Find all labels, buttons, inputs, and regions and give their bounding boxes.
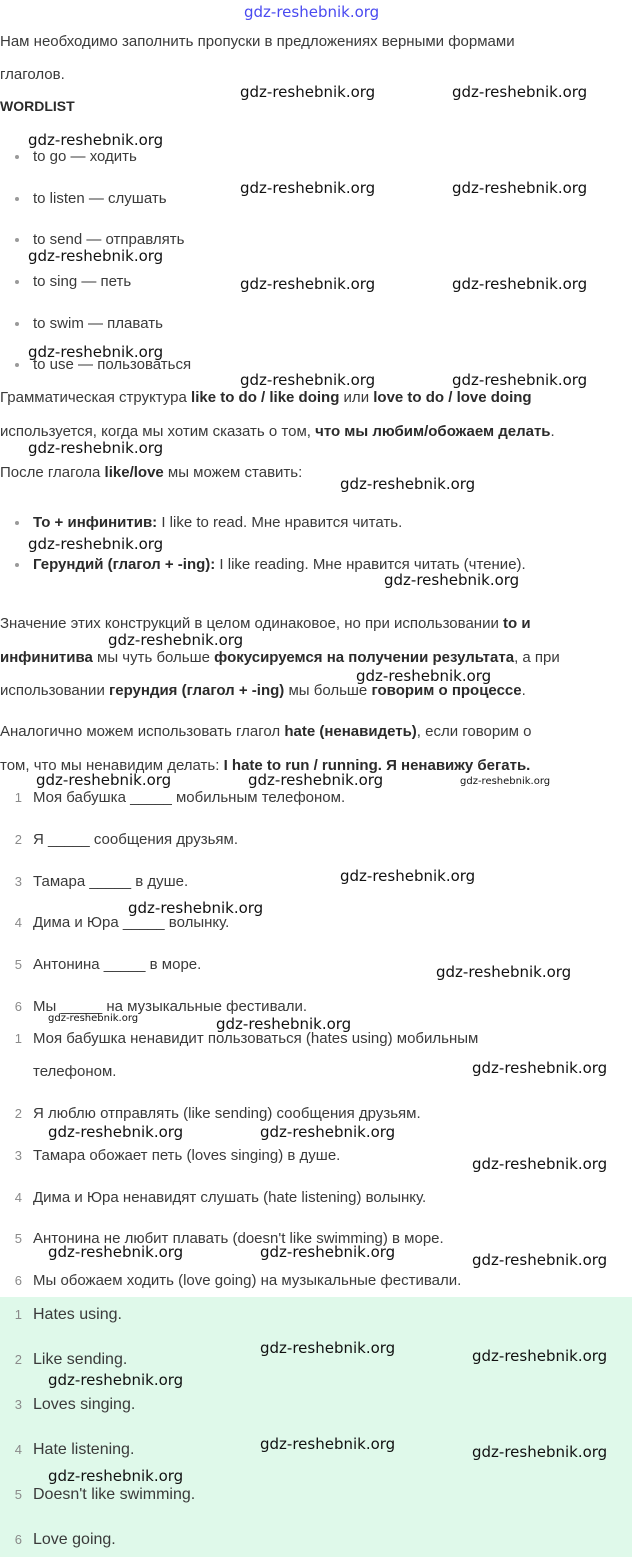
answer-item: 4 Hate listening. xyxy=(14,1441,135,1458)
watermark: gdz-reshebnik.org xyxy=(48,1371,184,1389)
intro-line-1: Нам необходимо заполнить пропуски в предложениях верными формами xyxy=(0,33,515,50)
bullet-icon xyxy=(15,322,19,326)
hate-line-2: том, что мы ненавидим делать: I hate to run / running. Я ненавижу бегать. xyxy=(0,757,531,774)
answer-item: 1 Hates using. xyxy=(14,1306,122,1323)
watermark: gdz-reshebnik.org xyxy=(260,1339,396,1357)
watermark: gdz-reshebnik.org xyxy=(452,371,588,389)
watermark: gdz-reshebnik.org xyxy=(452,83,588,101)
watermark: gdz-reshebnik.org xyxy=(108,631,244,649)
bullet-icon xyxy=(15,521,19,525)
watermark: gdz-reshebnik.org xyxy=(28,343,164,361)
exercise-item: 5 Антонина _____ в море. xyxy=(14,956,202,973)
intro-line-2: глаголов. xyxy=(0,66,65,83)
bullet-icon xyxy=(15,280,19,284)
wordlist-item: to send — отправлять xyxy=(15,230,184,250)
bullet-icon xyxy=(15,155,19,159)
translation-item-continued: телефоном. xyxy=(33,1063,117,1080)
watermark: gdz-reshebnik.org xyxy=(472,1347,608,1365)
bullet-icon xyxy=(15,197,19,201)
watermark-top[interactable]: gdz-reshebnik.org xyxy=(244,3,380,21)
exercise-item: 6 Мы _____ на музыкальные фестивали. xyxy=(14,998,308,1015)
watermark: gdz-reshebnik.org xyxy=(384,571,520,589)
watermark: gdz-reshebnik.org xyxy=(128,899,264,917)
watermark: gdz-reshebnik.org xyxy=(216,1015,352,1033)
watermark: gdz-reshebnik.org xyxy=(436,963,572,981)
watermark: gdz-reshebnik.org xyxy=(48,1013,139,1024)
wordlist-item: to go — ходить xyxy=(15,147,137,167)
translation-item: 3 Тамара обожает петь (loves singing) в душе. xyxy=(14,1147,341,1164)
watermark: gdz-reshebnik.org xyxy=(260,1123,396,1141)
exercise-item: 1 Моя бабушка _____ мобильным телефоном. xyxy=(14,789,346,806)
answer-item: 5 Doesn't like swimming. xyxy=(14,1486,196,1503)
watermark: gdz-reshebnik.org xyxy=(340,867,476,885)
exercise-item: 4 Дима и Юра _____ волынку. xyxy=(14,914,230,931)
exercise-item: 3 Тамара _____ в душе. xyxy=(14,873,189,890)
watermark: gdz-reshebnik.org xyxy=(240,179,376,197)
translation-item: 6 Мы обожаем ходить (love going) на музыкальные фестивали. xyxy=(14,1272,462,1289)
watermark: gdz-reshebnik.org xyxy=(460,776,551,787)
answer-item: 3 Loves singing. xyxy=(14,1396,136,1413)
wordlist-item: to listen — слушать xyxy=(15,189,167,209)
grammar-line-2: используется, когда мы хотим сказать о том, что мы любим/обожаем делать. xyxy=(0,423,555,440)
watermark: gdz-reshebnik.org xyxy=(240,83,376,101)
watermark: gdz-reshebnik.org xyxy=(28,535,164,553)
bullet-icon xyxy=(15,363,19,367)
meaning-line-2: инфинитива мы чуть больше фокусируемся на получении результата, а при xyxy=(0,649,560,666)
watermark: gdz-reshebnik.org xyxy=(36,771,172,789)
watermark: gdz-reshebnik.org xyxy=(240,371,376,389)
translation-item: 5 Антонина не любит плавать (doesn't like swimming) в море. xyxy=(14,1230,444,1247)
wordlist-item: to use — пользоваться xyxy=(15,355,191,375)
answers-panel xyxy=(0,1297,632,1557)
grammar-bullet: То + инфинитив: I like to read. Мне нравится читать. xyxy=(15,513,402,533)
watermark: gdz-reshebnik.org xyxy=(28,131,164,149)
watermark: gdz-reshebnik.org xyxy=(260,1435,396,1453)
watermark: gdz-reshebnik.org xyxy=(28,247,164,265)
bullet-icon xyxy=(15,238,19,242)
meaning-line-1: Значение этих конструкций в целом одинаковое, но при использовании to и xyxy=(0,615,531,632)
bullet-icon xyxy=(15,563,19,567)
grammar-bullet: Герундий (глагол + -ing): I like reading. Мне нравится читать (чтение). xyxy=(15,555,526,575)
grammar-line-1: Грамматическая структура like to do / like doing или love to do / love doing xyxy=(0,389,532,406)
watermark: gdz-reshebnik.org xyxy=(48,1123,184,1141)
watermark: gdz-reshebnik.org xyxy=(248,771,384,789)
watermark: gdz-reshebnik.org xyxy=(240,275,376,293)
answer-item: 6 Love going. xyxy=(14,1531,116,1548)
watermark: gdz-reshebnik.org xyxy=(472,1251,608,1269)
watermark: gdz-reshebnik.org xyxy=(472,1155,608,1173)
hate-line-1: Аналогично можем использовать глагол hate (ненавидеть), если говорим о xyxy=(0,723,532,740)
watermark: gdz-reshebnik.org xyxy=(260,1243,396,1261)
translation-item: 2 Я люблю отправлять (like sending) сообщения друзьям. xyxy=(14,1105,421,1122)
watermark: gdz-reshebnik.org xyxy=(472,1443,608,1461)
watermark: gdz-reshebnik.org xyxy=(28,439,164,457)
answer-item: 2 Like sending. xyxy=(14,1351,128,1368)
grammar-line-3: После глагола like/love мы можем ставить: xyxy=(0,464,303,481)
wordlist-item: to swim — плавать xyxy=(15,314,163,334)
watermark: gdz-reshebnik.org xyxy=(452,179,588,197)
wordlist-heading: WORDLIST xyxy=(0,98,75,114)
watermark: gdz-reshebnik.org xyxy=(356,667,492,685)
wordlist-item: to sing — петь xyxy=(15,272,131,292)
watermark: gdz-reshebnik.org xyxy=(48,1467,184,1485)
meaning-line-3: использовании герундия (глагол + -ing) мы больше говорим о процессе. xyxy=(0,682,526,699)
watermark: gdz-reshebnik.org xyxy=(452,275,588,293)
exercise-item: 2 Я _____ сообщения друзьям. xyxy=(14,831,239,848)
translation-item: 4 Дима и Юра ненавидят слушать (hate listening) волынку. xyxy=(14,1189,427,1206)
watermark: gdz-reshebnik.org xyxy=(472,1059,608,1077)
watermark: gdz-reshebnik.org xyxy=(48,1243,184,1261)
translation-item: 1 Моя бабушка ненавидит пользоваться (hates using) мобильным xyxy=(14,1030,479,1047)
watermark: gdz-reshebnik.org xyxy=(340,475,476,493)
